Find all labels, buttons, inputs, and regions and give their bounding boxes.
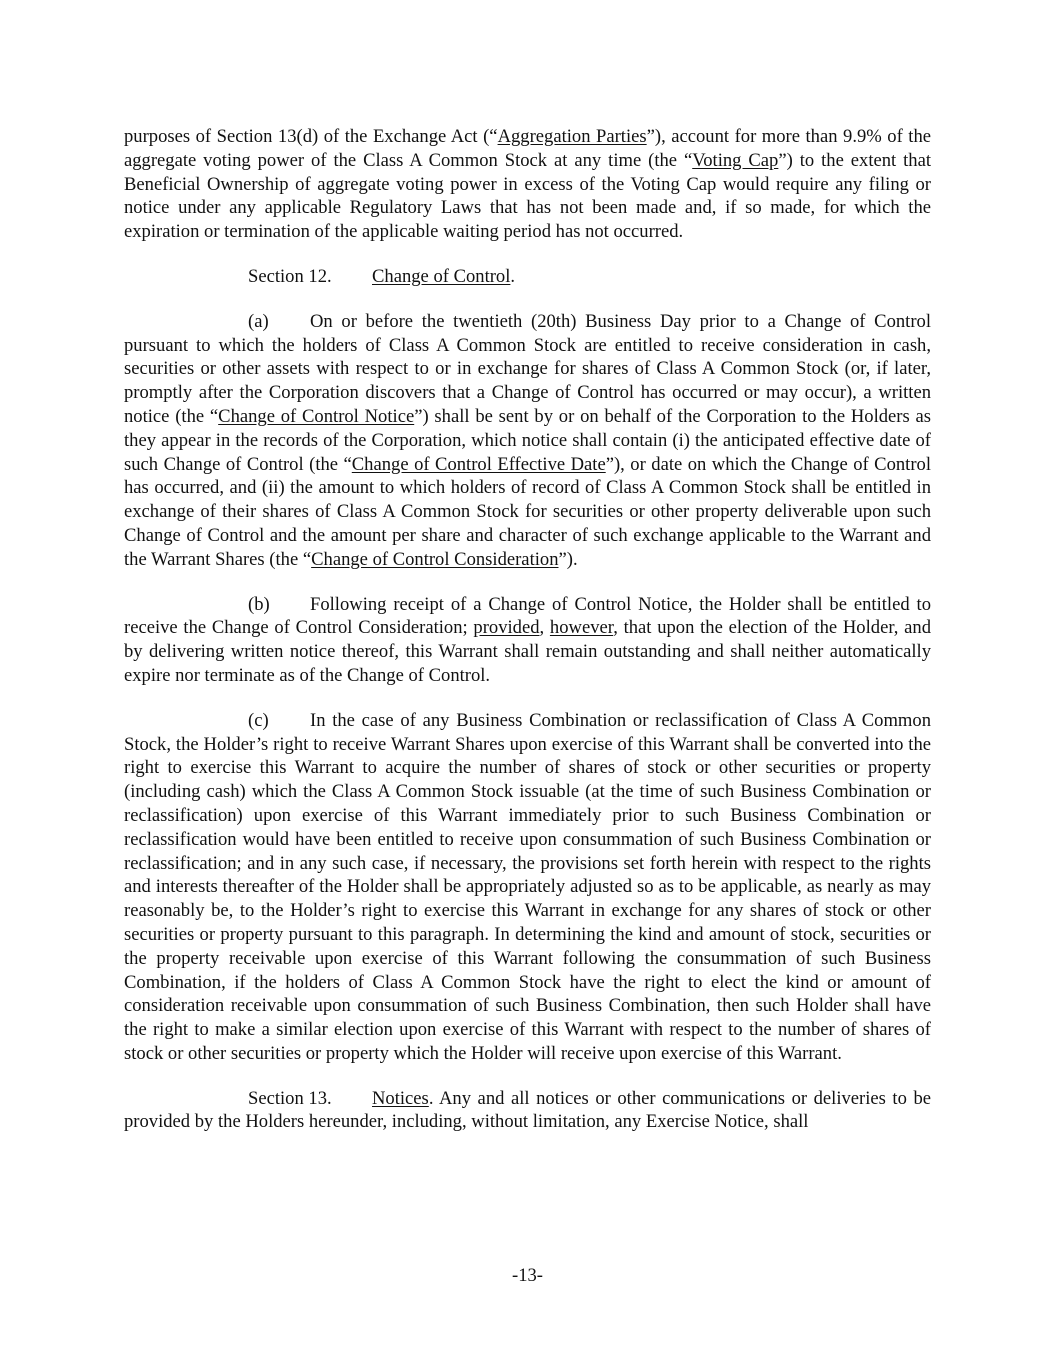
section-13-number: Section 13. bbox=[248, 1087, 332, 1109]
document-body bbox=[124, 125, 931, 1134]
section-13-title: Notices bbox=[372, 1087, 429, 1109]
section-12-heading: Section 12. Change of Control. bbox=[248, 265, 516, 287]
page-number: -13- bbox=[512, 1265, 543, 1286]
paragraph-b: (b) Following receipt of a Change of Control Notice, the Holder shall be entitled to receive the Change of Control Consideration; provided, however, that upon the election of the Holder, and by delivering written notice thereof, this Warrant shall remain outstanding and shall neither automatically expire nor terminate as of the Change of Control. bbox=[124, 593, 932, 686]
section-12-number: Section 12. bbox=[248, 265, 332, 287]
section-13-paragraph: Section 13. Notices. Any and all notices or other communications or deliveries to be provided by the Holders hereunder, including, without limitation, any Exercise Notice, shall bbox=[124, 1087, 931, 1133]
paragraph-a: (a) On or before the twentieth (20th) Business Day prior to a Change of Control pursuant to which the holders of Class A Common Stock are entitled to receive consideration in cash, securities or other assets with respect to or in exchange for shares of Class A Common Stock (or, if later, promptly after the Corporation discovers that a Change of Control has occurred or may occur), a written notice (the “Change of Control Notice”) shall be sent by or on behalf of the Corporation to the Holders as they appear in the records of the Corporation, which notice shall contain (i) the anticipated effective date of such Change of Control (the “Change of Control Effective Date”), or date on which the Change of Control has occurred, and (ii) the amount to which holders of record of Class A Common Stock shall be entitled in exchange of their shares of Class A Common Stock for securities or other property deliverable upon such Change of Control and the amount per share and character of such exchange applicable to the Warrant and the Warrant Shares (the “Change of Control Consideration”). bbox=[124, 310, 932, 570]
section-12-title: Change of Control bbox=[372, 265, 511, 287]
defined-term-voting-cap: Voting Cap bbox=[692, 149, 779, 171]
defined-term-change-of-control-consideration: Change of Control Consideration bbox=[311, 548, 559, 570]
paragraph-continuation: purposes of Section 13(d) of the Exchange Act (“Aggregation Parties”), account for more than 9.9% of the aggregate voting power of the Class A Common Stock at any time (the “Voting Cap”) to the extent that Beneficial Ownership of aggregate voting power in excess of the Voting Cap would require any filing or notice under any applicable Regulatory Laws that has not been made and, if so made, for which the expiration or termination of the applicable waiting period has not occurred. bbox=[124, 126, 932, 243]
paragraph-c: (c) In the case of any Business Combination or reclassification of Class A Common Stock, the Holder’s right to receive Warrant Shares upon exercise of this Warrant shall be converted into the right to exercise this Warrant to acquire the number of shares of stock or other securities or property (including cash) which the Class A Common Stock issuable (at the time of such Business Combination or reclassification) upon exercise of this Warrant immediately prior to such Business Combination or reclassification would have been entitled to receive upon consummation of such Business Combination or reclassification; and in any such case, if necessary, the provisions set forth herein with respect to the rights and interests thereafter of the Holder shall be appropriately adjusted so as to be applicable, as nearly as may reasonably be, to the Holder’s right to exercise this Warrant in exchange for any shares of stock or other securities or property pursuant to this paragraph. In determining the kind and amount of stock, securities or the property receivable upon exercise of this Warrant following the consummation of such Business Combination, if the holders of Class A Common Stock have the right to elect the kind or amount of consideration receivable upon consummation of such Business Combination, then such Holder shall have the right to make a similar election upon exercise of this Warrant with respect to the number of shares of stock or other securities or property which the Holder will receive upon exercise of this Warrant. bbox=[124, 709, 931, 1064]
term-provided: provided bbox=[473, 617, 540, 639]
term-however: however bbox=[549, 617, 614, 639]
paragraph-a-label: (a) bbox=[248, 310, 269, 332]
paragraph-c-label: (c) bbox=[248, 709, 269, 731]
defined-term-change-of-control-notice: Change of Control Notice bbox=[218, 405, 415, 427]
defined-term-change-of-control-effective-date: Change of Control Effective Date bbox=[351, 453, 606, 475]
paragraph-b-label: (b) bbox=[248, 593, 270, 615]
defined-term-aggregation-parties: Aggregation Parties bbox=[497, 126, 647, 147]
